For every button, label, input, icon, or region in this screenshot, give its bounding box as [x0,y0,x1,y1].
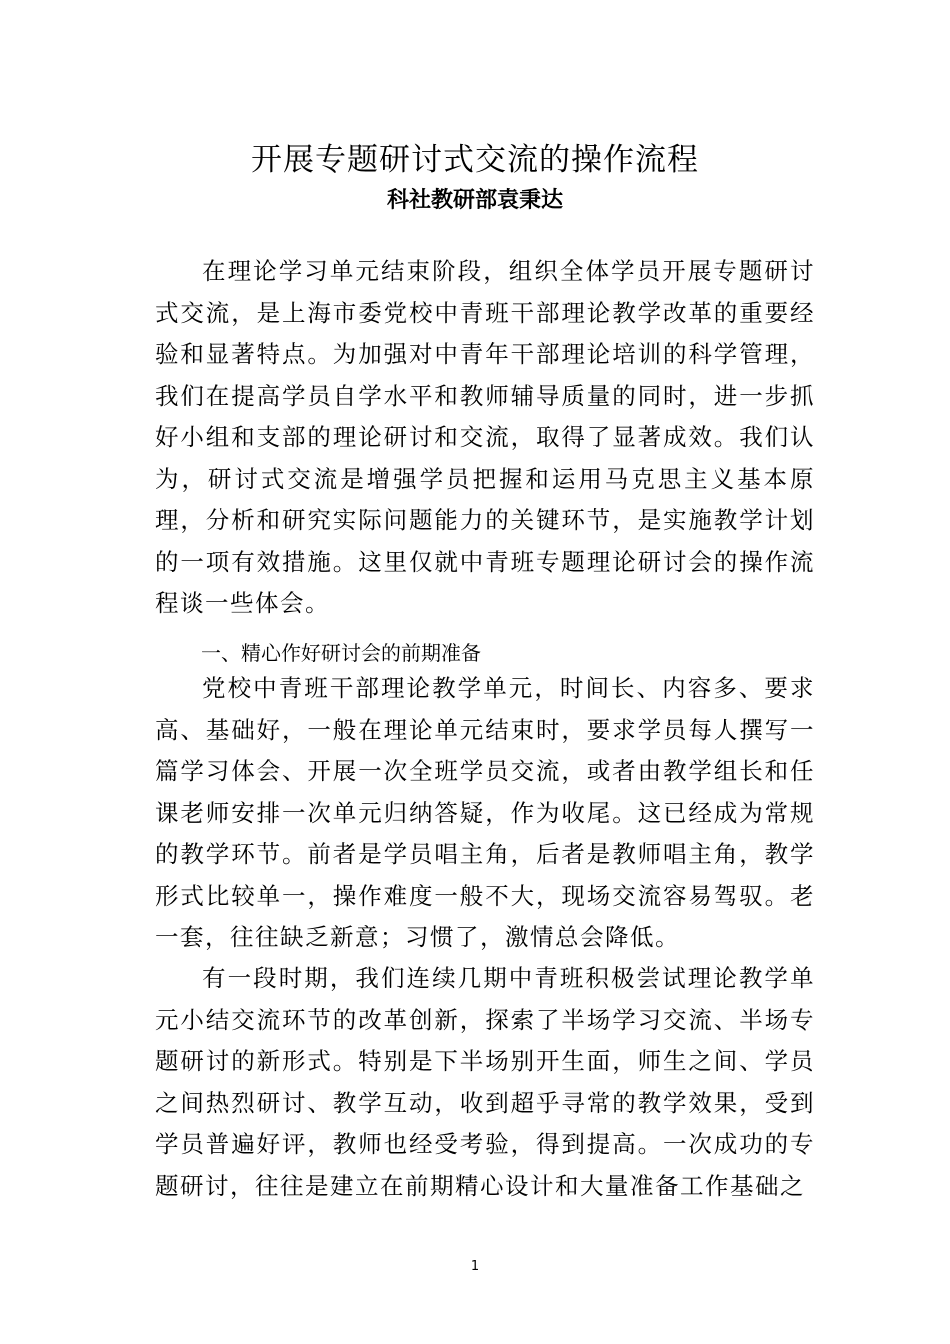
document-title: 开展专题研讨式交流的操作流程 [251,142,699,178]
body-paragraph: 有一段时期，我们连续几期中青班积极尝试理论教学单元小结交流环节的改革创新，探索了半场学习交流、半场专题研讨的新形式。特别是下半场别开生面，师生之间、学员之间热烈研讨、教学互动，收到超乎寻常的教学效果，受到学员普遍好评，教师也经受考验，得到提高。一次成功的专题研讨，往往是建立在前期精心设计和大量准备工作基础之 [155,964,815,1200]
page-number: 1 [470,1259,480,1274]
intro-paragraph: 在理论学习单元结束阶段，组织全体学员开展专题研讨式交流，是上海市委党校中青班干部理论教学改革的重要经验和显著特点。为加强对中青年干部理论培训的科学管理，我们在提高学员自学水平和教师辅导质量的同时，进一步抓好小组和支部的理论研讨和交流，取得了显著成效。我们认为，研讨式交流是增强学员把握和运用马克思主义基本原理，分析和研究实际问题能力的关键环节，是实施教学计划的一项有效措施。这里仅就中青班专题理论研讨会的操作流程谈一些体会。 [155,257,815,617]
section-heading: 一、精心作好研讨会的前期准备 [201,641,481,665]
document-author: 科社教研部袁秉达 [386,188,563,213]
body-paragraph: 党校中青班干部理论教学单元，时间长、内容多、要求高、基础好，一般在理论单元结束时，要求学员每人撰写一篇学习体会、开展一次全班学员交流，或者由教学组长和任课老师安排一次单元归纳答疑，作为收尾。这已经成为常规的教学环节。前者是学员唱主角，后者是教师唱主角，教学形式比较单一，操作难度一般不大，现场交流容易驾驭。老一套，往往缺乏新意；习惯了，激情总会降低。 [155,674,815,951]
